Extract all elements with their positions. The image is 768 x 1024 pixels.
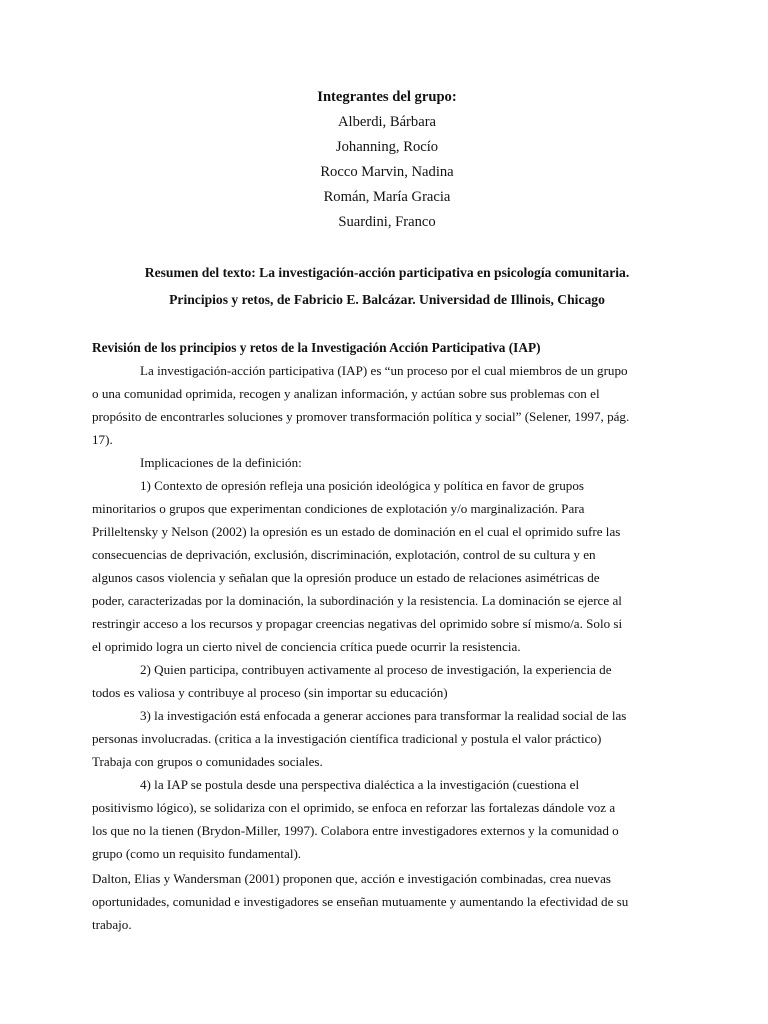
- group-heading: Integrantes del grupo:: [317, 89, 457, 105]
- member-name: Suardini, Franco: [338, 214, 436, 230]
- paragraph: [92, 658, 682, 704]
- text-line: La investigación-acción participativa (IAP) es “un proceso por el cual miembros de un grupo: [140, 363, 628, 378]
- text-line: 17).: [92, 432, 113, 447]
- text-line: los que no la tienen (Brydon-Miller, 1997). Colabora entre investigadores externos y la comunidad o: [92, 823, 619, 838]
- member-name: Johanning, Rocío: [335, 139, 439, 155]
- text-line: 3) la investigación está enfocada a generar acciones para transformar la realidad social de las: [140, 708, 627, 723]
- text-line: positivismo lógico), se solidariza con el oprimido, se enfoca en reforzar las fortalezas dándole voz a: [92, 800, 616, 815]
- document-page: [92, 86, 682, 936]
- paragraph: [92, 474, 682, 658]
- text-line: Implicaciones de la definición:: [140, 455, 302, 470]
- text-line: 2) Quien participa, contribuyen activamente al proceso de investigación, la experiencia de: [140, 662, 612, 677]
- paragraph: [92, 704, 682, 773]
- paragraph: [92, 359, 682, 451]
- text-line: grupo (como un requisito fundamental).: [92, 846, 302, 861]
- member-name: Rocco Marvin, Nadina: [320, 164, 454, 180]
- paragraph: [92, 867, 682, 936]
- group-section: [92, 86, 682, 235]
- paragraph: [92, 451, 682, 474]
- text-line: 4) la IAP se postula desde una perspectiva dialéctica a la investigación (cuestiona el: [140, 777, 580, 792]
- text-line: trabajo.: [92, 917, 132, 932]
- text-line: Trabaja con grupos o comunidades sociales.: [92, 754, 323, 769]
- text-line: algunos casos violencia y señalan que la opresión produce un estado de relaciones asimétricas de: [92, 570, 600, 585]
- member-name: Alberdi, Bárbara: [337, 114, 437, 130]
- summary-title-line: Resumen del texto: La investigación-acción participativa en psicología comunitaria.: [144, 265, 630, 280]
- section-heading: Revisión de los principios y retos de la Investigación Acción Participativa (IAP): [92, 340, 541, 355]
- summary-title: [92, 259, 682, 313]
- text-line: consecuencias de deprivación, exclusión, discriminación, explotación, control de su cultura y en: [92, 547, 596, 562]
- text-line: propósito de encontrarles soluciones y promover transformación política y social” (Selener, 1997, pág.: [92, 409, 630, 424]
- text-line: todos es valiosa y contribuye al proceso (sin importar su educación): [92, 685, 448, 700]
- paragraph: [92, 773, 682, 865]
- text-line: Dalton, Elias y Wandersman (2001) proponen que, acción e investigación combinadas, crea nuevas: [92, 871, 612, 886]
- text-line: minoritarios o grupos que experimentan condiciones de explotación y/o marginalización. Para: [92, 501, 585, 516]
- text-line: o una comunidad oprimida, recogen y analizan información, y actúan sobre sus problemas con el: [92, 386, 600, 401]
- member-list: [92, 110, 682, 235]
- member-name: Román, María Gracia: [323, 189, 451, 205]
- text-line: poder, caracterizadas por la dominación, la subordinación y la resistencia. La dominación se ejerce al: [92, 593, 622, 608]
- text-line: oportunidades, comunidad e investigadores se enseñan mutuamente y aumentando la efectividad de su: [92, 894, 629, 909]
- summary-title-line: Principios y retos, de Fabricio E. Balcázar. Universidad de Illinois, Chicago: [169, 292, 605, 307]
- text-line: restringir acceso a los recursos y propagar creencias negativas del oprimido sobre sí mismo/a. Solo si: [92, 616, 623, 631]
- text-line: el oprimido logra un cierto nivel de conciencia crítica puede ocurrir la resistencia.: [92, 639, 521, 654]
- text-line: personas involucradas. (critica a la investigación científica tradicional y postula el valor práctico): [92, 731, 602, 746]
- text-line: 1) Contexto de opresión refleja una posición ideológica y política en favor de grupos: [140, 478, 584, 493]
- text-line: Prilleltensky y Nelson (2002) la opresión es un estado de dominación en el cual el oprimido sufre las: [92, 524, 621, 539]
